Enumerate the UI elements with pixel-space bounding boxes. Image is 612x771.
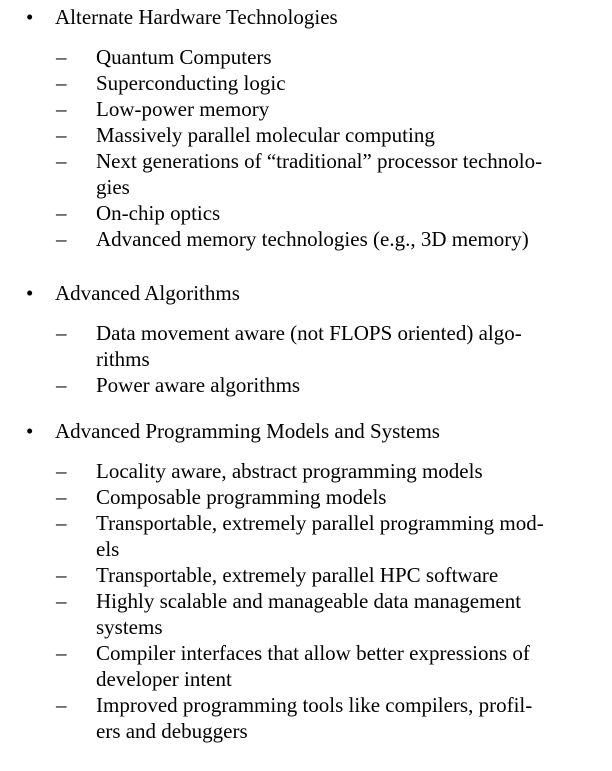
list-item bbox=[0, 562, 612, 588]
section-heading bbox=[0, 280, 612, 306]
list-item-text-continued: gies bbox=[96, 175, 130, 199]
dash-icon: – bbox=[56, 511, 67, 535]
dash-icon: – bbox=[56, 123, 67, 147]
dash-icon: – bbox=[56, 321, 67, 345]
list-item-text: Improved programming tools like compilers, profil- bbox=[96, 693, 533, 717]
list-item bbox=[0, 44, 612, 70]
dash-icon: – bbox=[56, 459, 67, 483]
section-title: Advanced Algorithms bbox=[55, 281, 240, 305]
list-item bbox=[0, 510, 612, 562]
dash-icon: – bbox=[56, 373, 67, 397]
list-item bbox=[0, 122, 612, 148]
list-item bbox=[0, 692, 612, 744]
list-item bbox=[0, 588, 612, 640]
dash-icon: – bbox=[56, 201, 67, 225]
dash-icon: – bbox=[56, 97, 67, 121]
list-item bbox=[0, 372, 612, 398]
list-item-text: Data movement aware (not FLOPS oriented) algo- bbox=[96, 321, 522, 345]
dash-icon: – bbox=[56, 589, 67, 613]
bullet-icon: • bbox=[26, 281, 34, 305]
list-item-text: Composable programming models bbox=[96, 485, 387, 509]
dash-icon: – bbox=[56, 71, 67, 95]
sub-list bbox=[0, 44, 612, 252]
dash-icon: – bbox=[56, 45, 67, 69]
sub-list bbox=[0, 458, 612, 744]
dash-icon: – bbox=[56, 227, 67, 251]
dash-icon: – bbox=[56, 641, 67, 665]
bullet-icon: • bbox=[26, 5, 34, 29]
sub-list bbox=[0, 320, 612, 398]
list-item bbox=[0, 484, 612, 510]
list-item-text: On-chip optics bbox=[96, 201, 221, 225]
list-item-text: Compiler interfaces that allow better expressions of bbox=[96, 641, 530, 665]
list-item bbox=[0, 96, 612, 122]
section-heading bbox=[0, 4, 612, 30]
section-programming-models bbox=[0, 418, 612, 744]
section-alternate-hardware bbox=[0, 4, 612, 252]
list-item-text-continued: els bbox=[96, 537, 120, 561]
list-item-text-continued: ers and debuggers bbox=[96, 719, 248, 743]
list-item-text: Transportable, extremely parallel HPC software bbox=[96, 563, 499, 587]
list-item bbox=[0, 640, 612, 692]
list-item-text: Advanced memory technologies (e.g., 3D memory) bbox=[96, 227, 529, 251]
list-item-text-continued: developer intent bbox=[96, 667, 232, 691]
section-heading bbox=[0, 418, 612, 444]
list-item-text: Next generations of “traditional” processor technolo- bbox=[96, 149, 543, 173]
list-item bbox=[0, 148, 612, 200]
list-item bbox=[0, 320, 612, 372]
bullet-icon: • bbox=[26, 419, 34, 443]
list-item-text: Low-power memory bbox=[96, 97, 270, 121]
list-item bbox=[0, 226, 612, 252]
list-item-text: Superconducting logic bbox=[96, 71, 286, 95]
list-item-text: Highly scalable and manageable data management bbox=[96, 589, 522, 613]
list-item-text: Power aware algorithms bbox=[96, 373, 301, 397]
section-title: Alternate Hardware Technologies bbox=[55, 5, 338, 29]
section-title: Advanced Programming Models and Systems bbox=[55, 419, 440, 443]
list-item-text-continued: rithms bbox=[96, 347, 150, 371]
list-item bbox=[0, 200, 612, 226]
dash-icon: – bbox=[56, 485, 67, 509]
list-item-text: Quantum Computers bbox=[96, 45, 272, 69]
list-item-text: Transportable, extremely parallel programming mod- bbox=[96, 511, 544, 535]
dash-icon: – bbox=[56, 149, 67, 173]
dash-icon: – bbox=[56, 563, 67, 587]
list-item bbox=[0, 70, 612, 96]
list-item bbox=[0, 458, 612, 484]
list-item-text: Locality aware, abstract programming models bbox=[96, 459, 483, 483]
list-item-text-continued: systems bbox=[96, 615, 163, 639]
list-item-text: Massively parallel molecular computing bbox=[96, 123, 435, 147]
section-advanced-algorithms bbox=[0, 280, 612, 398]
dash-icon: – bbox=[56, 693, 67, 717]
